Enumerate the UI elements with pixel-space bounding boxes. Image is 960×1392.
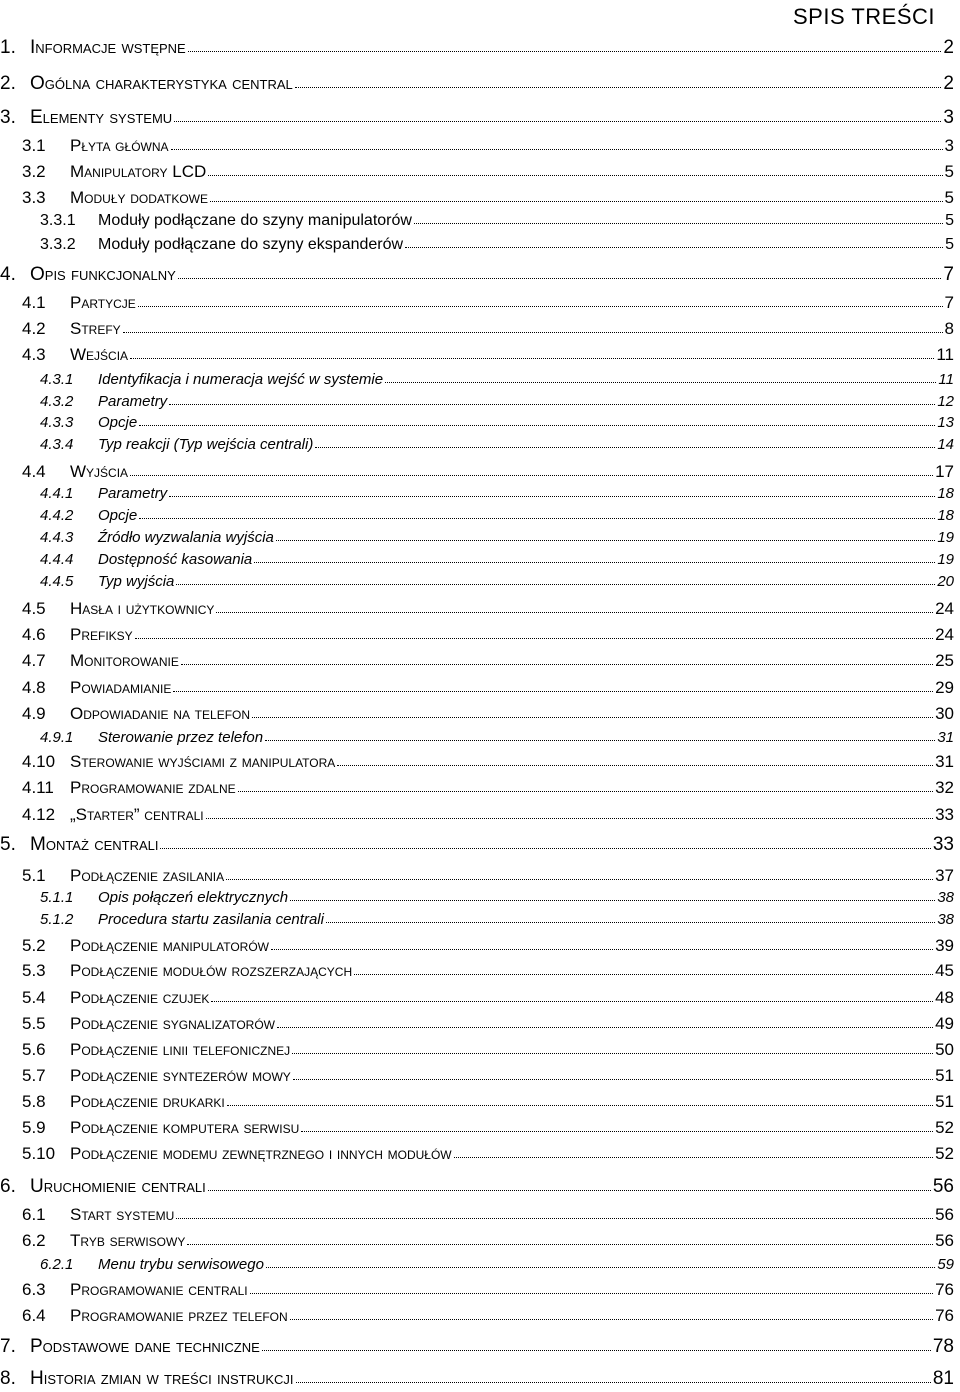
toc-entry-label: Monitorowanie xyxy=(70,651,179,670)
toc-entry-label: Typ reakcji (Typ wejścia centrali) xyxy=(98,436,314,453)
toc-entry[interactable] xyxy=(0,1257,954,1272)
toc-entry-label: Tryb serwisowy xyxy=(70,1231,186,1250)
toc-entry-page: 56 xyxy=(932,1176,954,1197)
toc-entry-page: 51 xyxy=(935,1092,954,1111)
toc-entry-label: Wejścia xyxy=(70,345,129,364)
toc-entry-page: 37 xyxy=(935,866,954,885)
toc-entry-number: 5.7 xyxy=(22,1066,46,1085)
toc-dot-leader xyxy=(206,818,933,819)
toc-entry[interactable] xyxy=(0,189,954,206)
toc-entry-page: 8 xyxy=(944,319,954,338)
toc-entry[interactable] xyxy=(0,372,954,387)
toc-entry[interactable] xyxy=(0,652,954,669)
toc-entry-label: Podłączenie manipulatorów xyxy=(70,936,269,955)
toc-entry-label: Podłączenie modemu zewnętrznego i innych modułów xyxy=(70,1144,452,1163)
toc-entry[interactable] xyxy=(0,415,954,430)
toc-entry-number: 4.8 xyxy=(22,678,46,697)
toc-entry[interactable] xyxy=(0,463,954,480)
toc-entry-number: 4.6 xyxy=(22,625,46,644)
toc-entry-label: Moduły podłączane do szyny ekspanderów xyxy=(98,236,404,253)
toc-entry-number: 1. xyxy=(0,37,16,58)
toc-dot-leader xyxy=(187,1244,933,1245)
toc-entry-page: 78 xyxy=(932,1336,954,1357)
toc-entry[interactable] xyxy=(0,394,954,409)
toc-entry-page: 7 xyxy=(943,264,954,285)
toc-dot-leader xyxy=(271,949,933,950)
toc-entry-number: 6.1 xyxy=(22,1205,46,1224)
toc-entry-number: 4.4 xyxy=(22,462,46,481)
toc-dot-leader xyxy=(385,382,936,383)
toc-entry-label: Elementy systemu xyxy=(30,107,173,128)
toc-entry-number: 4.9 xyxy=(22,704,46,723)
toc-entry-page: 51 xyxy=(935,1066,954,1085)
toc-entry-number: 6.2.1 xyxy=(40,1256,74,1273)
toc-entry[interactable] xyxy=(0,1041,954,1058)
toc-entry-label: Typ wyjścia xyxy=(98,573,175,590)
toc-entry-page: 48 xyxy=(935,988,954,1007)
toc-entry-label: Sterowanie przez telefon xyxy=(98,729,264,746)
toc-dot-leader xyxy=(266,1267,935,1268)
toc-entry[interactable] xyxy=(0,937,954,954)
toc-entry-label: Dostępność kasowania xyxy=(98,551,253,568)
toc-entry-page: 52 xyxy=(935,1118,954,1137)
toc-entry-label: Moduły podłączane do szyny manipulatorów xyxy=(98,212,412,229)
toc-dot-leader xyxy=(139,518,935,519)
toc-entry[interactable] xyxy=(0,530,954,545)
toc-dot-leader xyxy=(181,664,933,665)
toc-entry-label: Programowanie przez telefon xyxy=(70,1306,288,1325)
toc-entry-page: 13 xyxy=(937,414,954,431)
toc-entry[interactable] xyxy=(0,1307,954,1324)
toc-entry[interactable] xyxy=(0,779,954,796)
toc-entry-page: 11 xyxy=(938,371,954,388)
toc-dot-leader xyxy=(405,247,943,248)
toc-entry[interactable] xyxy=(0,600,954,617)
toc-entry-number: 4.3.4 xyxy=(40,436,74,453)
toc-entry-label: Prefiksy xyxy=(70,625,133,644)
toc-entry-page: 31 xyxy=(937,729,954,746)
toc-entry-label: Start systemu xyxy=(70,1205,175,1224)
toc-entry-page: 17 xyxy=(935,462,954,481)
toc-dot-leader xyxy=(160,848,930,849)
toc-dot-leader xyxy=(252,717,933,718)
toc-entry-number: 4.3.2 xyxy=(40,393,74,410)
toc-entry-label: Strefy xyxy=(70,319,121,338)
toc-dot-leader xyxy=(276,540,935,541)
toc-dot-leader xyxy=(315,447,935,448)
toc-entry-number: 5.1.1 xyxy=(40,889,74,906)
toc-dot-leader xyxy=(176,1218,933,1219)
toc-entry-page: 14 xyxy=(937,436,954,453)
toc-entry-page: 5 xyxy=(945,212,954,229)
toc-entry-number: 4.1 xyxy=(22,293,46,312)
toc-entry-page: 33 xyxy=(932,834,954,855)
toc-entry[interactable] xyxy=(0,1206,954,1223)
toc-entry-page: 25 xyxy=(935,651,954,670)
toc-entry[interactable] xyxy=(0,730,954,745)
toc-entry[interactable] xyxy=(0,265,954,284)
toc-entry-number: 4.2 xyxy=(22,319,46,338)
toc-entry-label: Podstawowe dane techniczne xyxy=(30,1336,260,1357)
toc-entry-number: 4.7 xyxy=(22,651,46,670)
toc-entry-number: 3.3.2 xyxy=(40,236,76,253)
toc-entry-number: 7. xyxy=(0,1336,16,1357)
toc-entry-page: 18 xyxy=(937,485,954,502)
toc-entry[interactable] xyxy=(0,74,954,93)
toc-dot-leader xyxy=(290,900,935,901)
toc-entry-label: Podłączenie sygnalizatorów xyxy=(70,1014,275,1033)
toc-entry-label: Hasła i użytkownicy xyxy=(70,599,215,618)
toc-entry-number: 3.3 xyxy=(22,188,46,207)
toc-entry-label: Odpowiadanie na telefon xyxy=(70,704,251,723)
toc-dot-leader xyxy=(277,1027,933,1028)
toc-dot-leader xyxy=(354,974,933,975)
toc-entry[interactable] xyxy=(0,912,954,927)
toc-entry[interactable] xyxy=(0,320,954,337)
toc-entry[interactable] xyxy=(0,437,954,452)
toc-entry-number: 3.3.1 xyxy=(40,212,76,229)
toc-entry-page: 59 xyxy=(937,1256,954,1273)
toc-entry-label: Opcje xyxy=(98,507,138,524)
toc-entry-number: 4.4.3 xyxy=(40,529,74,546)
toc-entry[interactable] xyxy=(0,346,954,363)
toc-entry-number: 4.11 xyxy=(22,778,54,797)
toc-dot-leader xyxy=(211,1001,933,1002)
toc-entry-label: Wyjścia xyxy=(70,462,129,481)
toc-entry-label: Uruchomienie centrali xyxy=(30,1176,206,1197)
toc-entry[interactable] xyxy=(0,294,954,311)
toc-entry-number: 4.9.1 xyxy=(40,729,74,746)
toc-entry-page: 2 xyxy=(943,73,954,94)
toc-entry-label: Płyta główna xyxy=(70,136,169,155)
toc-dot-leader xyxy=(293,1079,933,1080)
toc-entry-number: 5.5 xyxy=(22,1014,46,1033)
toc-entry-page: 38 xyxy=(937,889,954,906)
toc-dot-leader xyxy=(171,149,943,150)
toc-entry[interactable] xyxy=(0,1093,954,1110)
toc-entry-page: 3 xyxy=(943,107,954,128)
toc-entry-label: Programowanie zdalne xyxy=(70,778,236,797)
toc-entry-number: 4.3.3 xyxy=(40,414,74,431)
toc-dot-leader xyxy=(290,1319,933,1320)
toc-entry[interactable] xyxy=(0,806,954,823)
toc-entry-page: 50 xyxy=(935,1040,954,1059)
toc-entry-page: 11 xyxy=(936,345,954,364)
toc-entry-label: Menu trybu serwisowego xyxy=(98,1256,264,1273)
toc-entry-label: Parametry xyxy=(98,485,168,502)
toc-dot-leader xyxy=(178,278,942,279)
toc-entry[interactable] xyxy=(0,626,954,643)
toc-entry-number: 6.3 xyxy=(22,1280,46,1299)
toc-dot-leader xyxy=(138,306,943,307)
toc-entry[interactable] xyxy=(0,890,954,905)
toc-entry-number: 5.3 xyxy=(22,961,46,980)
toc-entry[interactable] xyxy=(0,1337,954,1356)
toc-entry-page: 7 xyxy=(944,293,954,312)
toc-dot-leader xyxy=(250,1293,933,1294)
toc-entry-number: 5.1 xyxy=(22,866,46,885)
toc-entry-number: 4.3.1 xyxy=(40,371,74,388)
toc-entry[interactable] xyxy=(0,1232,954,1249)
toc-entry-page: 31 xyxy=(935,752,954,771)
toc-entry[interactable] xyxy=(0,574,954,589)
toc-entry-number: 4.4.2 xyxy=(40,507,74,524)
toc-dot-leader xyxy=(130,358,934,359)
toc-entry-page: 49 xyxy=(935,1014,954,1033)
toc-entry-number: 4.4.5 xyxy=(40,573,74,590)
toc-entry-number: 6. xyxy=(0,1176,16,1197)
toc-entry[interactable] xyxy=(0,137,954,154)
toc-entry-number: 5.6 xyxy=(22,1040,46,1059)
toc-dot-leader xyxy=(454,1157,933,1158)
toc-entry[interactable] xyxy=(0,1015,954,1032)
toc-entry-number: 2. xyxy=(0,73,16,94)
toc-entry-page: 39 xyxy=(935,936,954,955)
toc-entry-page: 52 xyxy=(935,1144,954,1163)
toc-entry-page: 18 xyxy=(937,507,954,524)
toc-dot-leader xyxy=(238,791,933,792)
toc-entry-page: 56 xyxy=(935,1231,954,1250)
toc-entry-label: Moduły dodatkowe xyxy=(70,188,209,207)
toc-dot-leader xyxy=(216,612,933,613)
toc-entry[interactable] xyxy=(0,705,954,722)
toc-entry-number: 4.4.4 xyxy=(40,551,74,568)
toc-dot-leader xyxy=(169,496,935,497)
toc-dot-leader xyxy=(227,1105,933,1106)
toc-entry-page: 24 xyxy=(935,625,954,644)
toc-entry-label: Podłączenie czujek xyxy=(70,988,210,1007)
toc-entry-number: 6.2 xyxy=(22,1231,46,1250)
toc-entry[interactable] xyxy=(0,1177,954,1196)
toc-entry-label: „Starter” centrali xyxy=(70,805,204,824)
toc-entry-page: 5 xyxy=(944,162,954,181)
toc-entry-label: Parametry xyxy=(98,393,168,410)
toc-entry-label: Opis funkcjonalny xyxy=(30,264,176,285)
toc-entry-page: 5 xyxy=(944,188,954,207)
toc-entry-label: Partycje xyxy=(70,293,136,312)
toc-entry-page: 19 xyxy=(937,529,954,546)
toc-dot-leader xyxy=(265,740,935,741)
toc-entry-page: 29 xyxy=(935,678,954,697)
toc-entry-label: Ogólna charakterystyka central xyxy=(30,73,293,94)
toc-dot-leader xyxy=(173,691,933,692)
toc-entry[interactable] xyxy=(0,1145,954,1162)
toc-entry[interactable] xyxy=(0,1119,954,1136)
toc-entry-label: Procedura startu zasilania centrali xyxy=(98,911,324,928)
toc-entry-number: 5.8 xyxy=(22,1092,46,1111)
toc-entry-page: 20 xyxy=(937,573,954,590)
toc-dot-leader xyxy=(130,475,933,476)
toc-entry-label: Opis połączeń elektrycznych xyxy=(98,889,289,906)
toc-dot-leader xyxy=(326,922,935,923)
toc-entry[interactable] xyxy=(0,679,954,696)
toc-entry[interactable] xyxy=(0,38,954,57)
toc-entry-label: Informacje wstępne xyxy=(30,37,186,58)
toc-entry[interactable] xyxy=(0,108,954,127)
toc-entry-page: 32 xyxy=(935,778,954,797)
toc-entry-page: 3 xyxy=(944,136,954,155)
toc-entry-label: Podłączenie modułów rozszerzających xyxy=(70,961,353,980)
toc-dot-leader xyxy=(337,765,933,766)
toc-entry-page: 33 xyxy=(935,805,954,824)
toc-entry-page: 12 xyxy=(937,393,954,410)
toc-dot-leader xyxy=(208,1190,931,1191)
toc-entry-label: Sterowanie wyjściami z manipulatora xyxy=(70,752,336,771)
toc-entry-number: 4.10 xyxy=(22,752,56,771)
toc-entry-number: 5.1.2 xyxy=(40,911,74,928)
toc-entry-number: 5.4 xyxy=(22,988,46,1007)
toc-entry-label: Manipulatory LCD xyxy=(70,162,207,181)
page-title: SPIS TREŚCI xyxy=(792,4,936,29)
toc-dot-leader xyxy=(210,201,943,202)
toc-entry-number: 4.12 xyxy=(22,805,56,824)
toc-dot-leader xyxy=(139,425,935,426)
toc-entry[interactable] xyxy=(0,867,954,884)
toc-dot-leader xyxy=(176,584,935,585)
toc-dot-leader xyxy=(301,1131,933,1132)
toc-entry-number: 3. xyxy=(0,107,16,128)
toc-entry[interactable] xyxy=(0,989,954,1006)
toc-dot-leader xyxy=(188,51,942,52)
toc-entry[interactable] xyxy=(0,486,954,501)
toc-entry[interactable] xyxy=(0,1281,954,1298)
toc-entry-number: 5.2 xyxy=(22,936,46,955)
toc-dot-leader xyxy=(254,562,935,563)
toc-dot-leader xyxy=(262,1350,931,1351)
toc-dot-leader xyxy=(135,638,933,639)
toc-entry[interactable] xyxy=(0,552,954,567)
toc-entry-number: 4.3 xyxy=(22,345,46,364)
toc-entry-number: 5.9 xyxy=(22,1118,46,1137)
toc-entry-label: Podłączenie zasilania xyxy=(70,866,225,885)
toc-entry-number: 4. xyxy=(0,264,16,285)
toc-entry-number: 8. xyxy=(0,1368,16,1389)
toc-entry[interactable] xyxy=(0,1369,954,1388)
toc-entry[interactable] xyxy=(0,1067,954,1084)
toc-entry-number: 3.2 xyxy=(22,162,46,181)
toc-entry-number: 4.5 xyxy=(22,599,46,618)
toc-dot-leader xyxy=(226,879,933,880)
toc-dot-leader xyxy=(295,87,942,88)
toc-entry-page: 45 xyxy=(935,961,954,980)
toc-entry-label: Programowanie centrali xyxy=(70,1280,248,1299)
toc-entry[interactable] xyxy=(0,163,954,180)
toc-dot-leader xyxy=(292,1053,933,1054)
toc-entry-number: 6.4 xyxy=(22,1306,46,1325)
toc-entry-number: 4.4.1 xyxy=(40,485,74,502)
toc-entry-page: 76 xyxy=(935,1306,954,1325)
toc-entry[interactable] xyxy=(0,753,954,770)
toc-entry-label: Identyfikacja i numeracja wejść w systemie xyxy=(98,371,384,388)
toc-entry-label: Opcje xyxy=(98,414,138,431)
toc-dot-leader xyxy=(414,223,943,224)
toc-dot-leader xyxy=(296,1382,931,1383)
toc-dot-leader xyxy=(123,332,943,333)
toc-entry-page: 38 xyxy=(937,911,954,928)
toc-entry-label: Powiadamianie xyxy=(70,678,172,697)
toc-entry[interactable] xyxy=(0,508,954,523)
toc-entry-label: Montaż centrali xyxy=(30,834,159,855)
toc-entry-number: 5. xyxy=(0,834,16,855)
toc-entry-page: 81 xyxy=(932,1368,954,1389)
toc-dot-leader xyxy=(169,404,935,405)
toc-entry[interactable] xyxy=(0,237,954,253)
toc-entry-label: Podłączenie linii telefonicznej xyxy=(70,1040,291,1059)
toc-entry-page: 2 xyxy=(943,37,954,58)
toc-dot-leader xyxy=(208,175,942,176)
toc-dot-leader xyxy=(174,121,941,122)
toc-entry-page: 5 xyxy=(945,236,954,253)
toc-entry-label: Podłączenie komputera serwisu xyxy=(70,1118,300,1137)
toc-entry-page: 76 xyxy=(935,1280,954,1299)
toc-entry[interactable] xyxy=(0,213,954,229)
toc-entry-page: 19 xyxy=(937,551,954,568)
toc-entry-number: 5.10 xyxy=(22,1144,56,1163)
toc-entry-label: Podłączenie drukarki xyxy=(70,1092,225,1111)
toc-entry-page: 24 xyxy=(935,599,954,618)
toc-entry[interactable] xyxy=(0,962,954,979)
toc-entry-label: Podłączenie syntezerów mowy xyxy=(70,1066,291,1085)
toc-entry-page: 30 xyxy=(935,704,954,723)
toc-entry-page: 56 xyxy=(935,1205,954,1224)
toc-entry-label: Historia zmian w treści instrukcji xyxy=(30,1368,294,1389)
toc-entry-label: Źródło wyzwalania wyjścia xyxy=(98,529,274,546)
toc-entry-number: 3.1 xyxy=(22,136,46,155)
toc-entry[interactable] xyxy=(0,835,954,854)
